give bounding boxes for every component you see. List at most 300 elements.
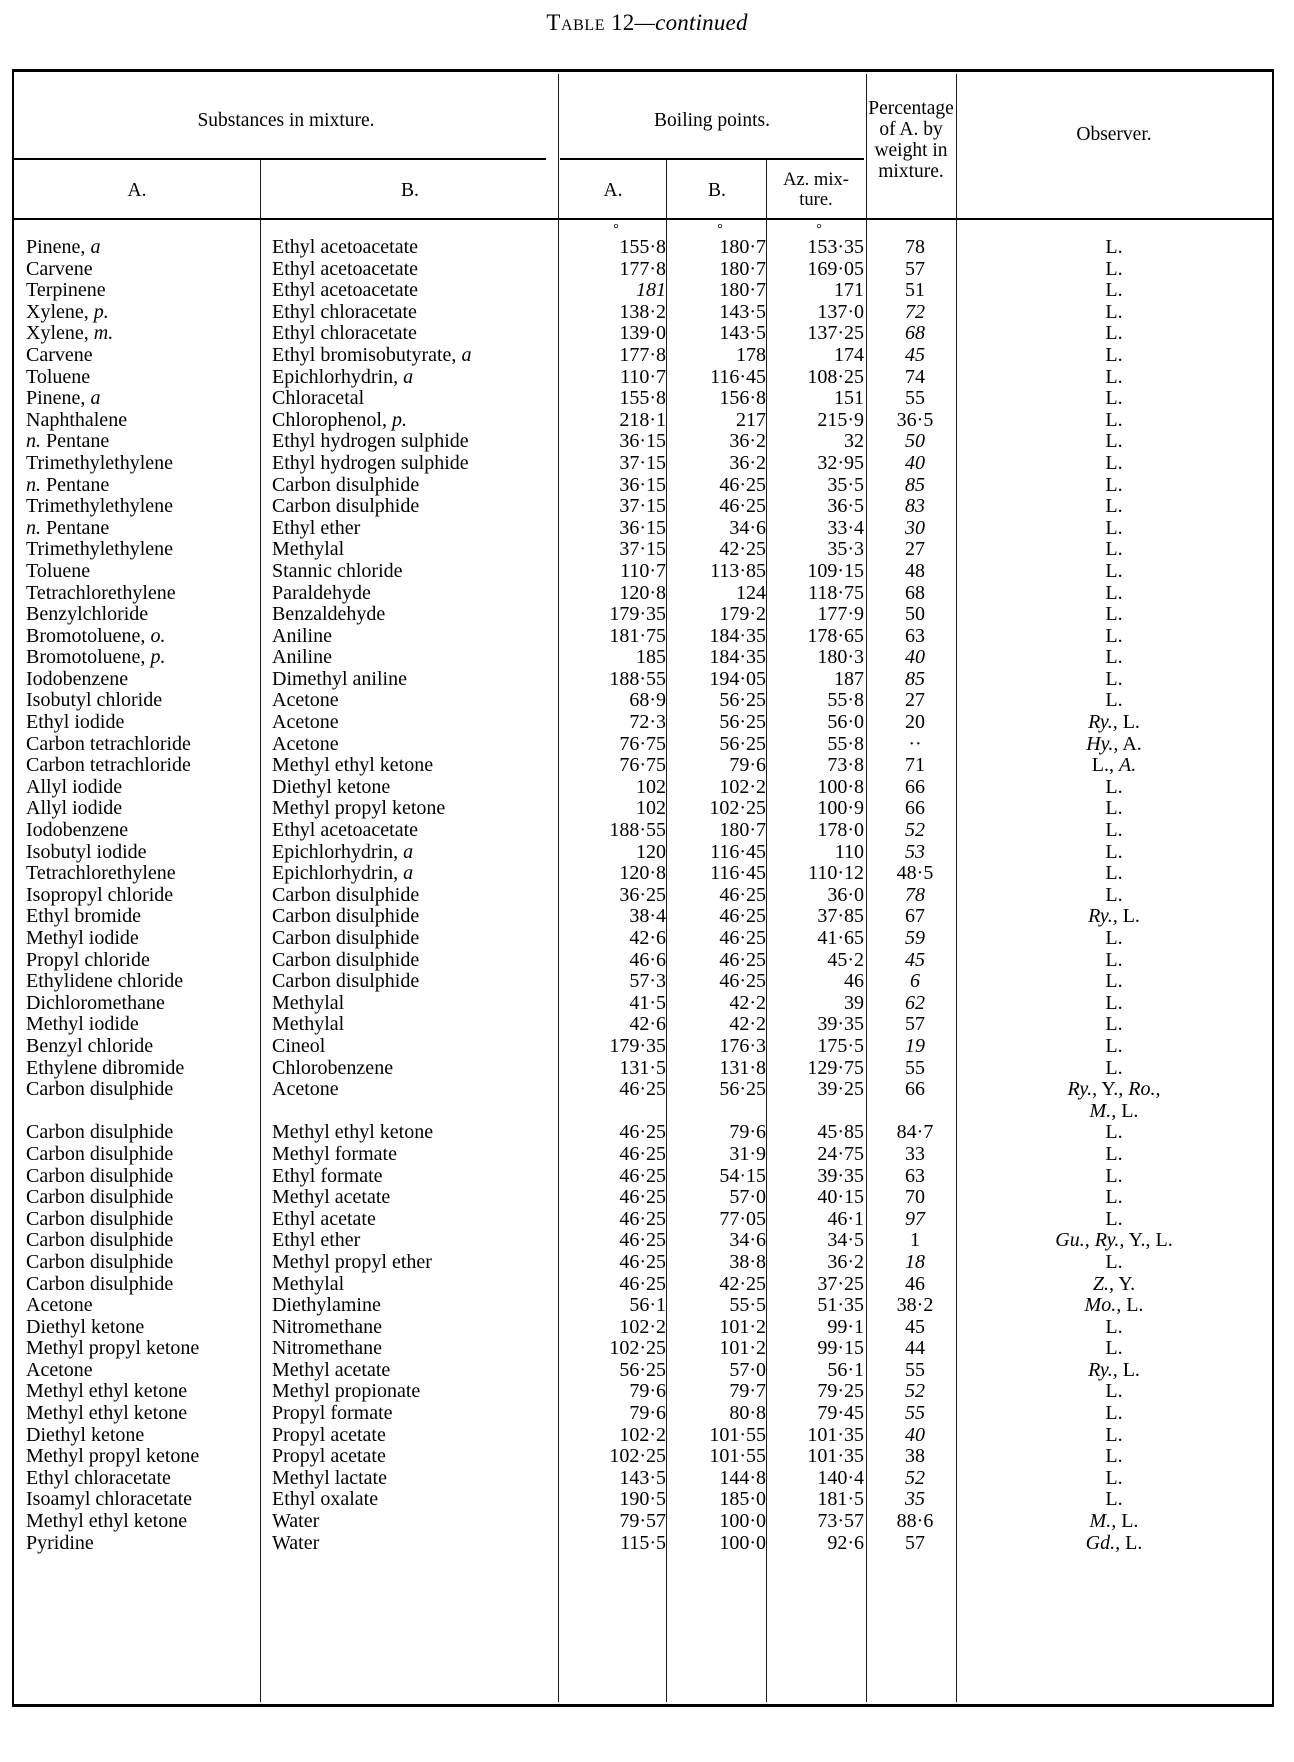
cell-boiling-point-a: 218·1 [619, 409, 666, 431]
cell-substance-a: n. Pentane [26, 474, 110, 496]
cell-boiling-point-azeotrope: 169·05 [807, 258, 864, 280]
cell-boiling-point-a: 115·5 [620, 1532, 666, 1554]
cell-boiling-point-a: 179·35 [609, 604, 666, 626]
cell-boiling-point-b: 116·45 [710, 366, 766, 388]
cell-substance-b: Methyl acetate [272, 1187, 391, 1209]
cell-boiling-point-azeotrope: 33·4 [827, 517, 864, 539]
cell-percentage-a: 78 [905, 237, 925, 258]
cell-boiling-point-a: 120·8 [619, 582, 666, 604]
table-row [14, 1468, 1272, 1490]
cell-boiling-point-b: 42·2 [729, 1014, 766, 1036]
table-row [14, 431, 1272, 453]
table-row [14, 1317, 1272, 1339]
cell-substance-b: Acetone [272, 712, 339, 734]
cell-boiling-point-a: 190·5 [619, 1489, 666, 1511]
cell-substance-b: Epichlorhydrin, a [272, 841, 414, 863]
header-percentage-line2: of A. by [879, 119, 943, 140]
cell-observer: L. [1105, 776, 1123, 798]
cell-boiling-point-azeotrope: 137·0 [817, 301, 864, 323]
cell-observer: L. [1105, 1014, 1123, 1036]
cell-substance-a: Carbon tetrachloride [26, 755, 191, 777]
cell-substance-a: Methyl propyl ketone [26, 1446, 200, 1468]
table-row [14, 1338, 1272, 1360]
table-row [14, 583, 1272, 605]
cell-percentage-a: 84·7 [896, 1122, 934, 1144]
cell-boiling-point-b: 102·2 [719, 776, 766, 798]
cell-percentage-a: 55 [905, 1403, 925, 1425]
cell-substance-b: Methyl ethyl ketone [272, 755, 434, 777]
cell-boiling-point-a: 38·4 [629, 906, 666, 928]
cell-substance-a: n. Pentane [26, 431, 110, 453]
cell-substance-b: Ethyl oxalate [272, 1489, 379, 1511]
cell-substance-b: Chlorophenol, p. [272, 409, 407, 431]
cell-percentage-a: 1 [910, 1230, 920, 1252]
table-border-right [1272, 72, 1274, 1704]
cell-substance-b: Ethyl acetoacetate [272, 280, 419, 302]
cell-boiling-point-b: 179·2 [719, 604, 766, 626]
cell-boiling-point-azeotrope: 24·75 [817, 1143, 864, 1165]
cell-boiling-point-b: 55·5 [729, 1295, 766, 1317]
cell-boiling-point-b: 176·3 [719, 1035, 766, 1057]
cell-substance-b: Methyl ethyl ketone [272, 1122, 434, 1144]
cell-boiling-point-b: 180·7 [719, 258, 766, 280]
cell-boiling-point-a: 46·25 [619, 1251, 666, 1273]
table-row [14, 1403, 1272, 1425]
cell-boiling-point-a: 177·8 [619, 258, 666, 280]
cell-boiling-point-azeotrope: 73·57 [817, 1511, 864, 1533]
cell-percentage-a: 38 [905, 1446, 925, 1468]
cell-percentage-a: 97 [905, 1208, 925, 1230]
cell-observer: L. [1105, 560, 1123, 582]
cell-substance-b: Methylal [272, 539, 345, 561]
cell-observer: L. [1105, 344, 1123, 366]
cell-boiling-point-azeotrope: 56·0 [827, 712, 864, 734]
cell-substance-b: Carbon disulphide [272, 884, 420, 906]
cell-boiling-point-azeotrope: 35·3 [827, 539, 864, 561]
table-row [14, 388, 1272, 410]
cell-substance-a: Pinene, a [26, 237, 101, 258]
cell-observer: L. [1105, 949, 1123, 971]
cell-boiling-point-a: 42·6 [629, 1014, 666, 1036]
cell-boiling-point-a: 188·55 [609, 668, 666, 690]
cell-percentage-a: 72 [905, 301, 925, 323]
cell-boiling-point-a: 102 [636, 776, 666, 798]
cell-boiling-point-a: 188·55 [609, 820, 666, 842]
cell-percentage-a: 50 [905, 431, 925, 453]
cell-boiling-point-b: 56·25 [719, 690, 766, 712]
cell-percentage-a: 83 [905, 496, 925, 518]
table-row [14, 842, 1272, 864]
cell-boiling-point-a: 79·57 [619, 1511, 666, 1533]
cell-substance-a: Benzyl chloride [26, 1035, 154, 1057]
cell-observer: L. [1105, 366, 1123, 388]
cell-boiling-point-a: 110·7 [620, 560, 666, 582]
cell-percentage-a: 45 [905, 949, 925, 971]
cell-boiling-point-a: 181·75 [609, 625, 666, 647]
cell-boiling-point-a: 76·75 [619, 733, 666, 755]
table-row [14, 1209, 1272, 1231]
cell-observer: L. [1105, 604, 1123, 626]
header-bp-azeotropic-mixture [768, 170, 864, 210]
cell-observer: L. [1105, 1251, 1123, 1273]
cell-observer: L. [1105, 1338, 1123, 1360]
cell-substance-b: Methyl propyl ether [272, 1251, 432, 1273]
cell-boiling-point-b: 79·6 [729, 1122, 766, 1144]
cell-substance-b: Methyl propyl ketone [272, 798, 446, 820]
cell-substance-a: Dichloromethane [26, 992, 165, 1014]
cell-substance-b: Methyl acetate [272, 1359, 391, 1381]
cell-boiling-point-azeotrope: 92·6 [827, 1532, 864, 1554]
cell-boiling-point-b: 113·85 [710, 560, 766, 582]
table-row [14, 1533, 1272, 1555]
cell-substance-a: n. Pentane [26, 517, 110, 539]
cell-boiling-point-azeotrope: 118·75 [808, 582, 864, 604]
cell-substance-a: Isobutyl chloride [26, 690, 163, 712]
cell-boiling-point-azeotrope: 36·2 [827, 1251, 864, 1273]
cell-substance-a: Ethyl bromide [26, 906, 141, 928]
table-row [14, 971, 1272, 993]
cell-substance-b: Methyl lactate [272, 1467, 387, 1489]
table-row [14, 690, 1272, 712]
cell-substance-a: Bromotoluene, p. [26, 647, 166, 669]
cell-observer: L. [1105, 690, 1123, 712]
cell-boiling-point-azeotrope: 39 [844, 992, 864, 1014]
cell-boiling-point-a: 155·8 [619, 388, 666, 410]
cell-boiling-point-b: 144·8 [719, 1467, 766, 1489]
cell-percentage-a: 55 [905, 1359, 925, 1381]
header-observer-column: Observer. [1076, 124, 1152, 145]
cell-boiling-point-a: 46·25 [619, 1208, 666, 1230]
cell-percentage-a: 71 [905, 755, 925, 777]
cell-boiling-point-azeotrope: 39·35 [817, 1165, 864, 1187]
cell-boiling-point-azeotrope: 34·5 [827, 1230, 864, 1252]
cell-boiling-point-a: 102·2 [619, 1316, 666, 1338]
cell-substance-b: Chloracetal [272, 388, 365, 410]
cell-percentage-a: 48·5 [896, 863, 934, 885]
cell-percentage-a: 88·6 [896, 1511, 934, 1533]
cell-percentage-a: 66 [905, 798, 925, 820]
cell-boiling-point-a: 37·15 [619, 539, 666, 561]
cell-boiling-point-b: 56·25 [719, 712, 766, 734]
cell-boiling-point-a: 102·2 [619, 1424, 666, 1446]
cell-boiling-point-b: 101·2 [719, 1338, 766, 1360]
cell-boiling-point-azeotrope: 99·1 [827, 1316, 864, 1338]
cell-observer: Ry., Y., Ro., [1067, 1079, 1161, 1101]
cell-percentage-a: 52 [905, 1381, 925, 1403]
cell-boiling-point-b: 80·8 [729, 1403, 766, 1425]
cell-substance-b: Paraldehyde [272, 582, 371, 604]
cell-boiling-point-azeotrope: 153·35 [807, 237, 864, 258]
table-row [14, 259, 1272, 281]
cell-boiling-point-b: 184·35 [709, 647, 766, 669]
table-row [14, 1230, 1272, 1252]
cell-substance-a: Propyl chloride [26, 949, 150, 971]
cell-boiling-point-azeotrope: 178·65 [807, 625, 864, 647]
table-row [14, 539, 1272, 561]
cell-substance-b: Stannic chloride [272, 560, 403, 582]
cell-boiling-point-a: 72·3 [629, 712, 666, 734]
cell-percentage-a: 67 [905, 906, 925, 928]
cell-boiling-point-a: 181 [636, 280, 666, 302]
cell-percentage-a: 45 [905, 1316, 925, 1338]
cell-observer: L. [1105, 1035, 1123, 1057]
table-row [14, 453, 1272, 475]
cell-percentage-a: 51 [905, 280, 925, 302]
table-row [14, 1425, 1272, 1447]
cell-substance-a: Tetrachlorethylene [26, 582, 176, 604]
cell-observer: L. [1105, 1165, 1123, 1187]
cell-boiling-point-a: 185 [636, 647, 666, 669]
cell-substance-b: Acetone [272, 690, 339, 712]
cell-observer: Gd., L. [1085, 1532, 1143, 1554]
cell-boiling-point-azeotrope: 137·25 [807, 323, 864, 345]
cell-substance-b: Epichlorhydrin, a [272, 863, 414, 885]
cell-boiling-point-a: 120 [636, 841, 666, 863]
table-row [14, 777, 1272, 799]
cell-boiling-point-a: 79·6 [629, 1403, 666, 1425]
cell-boiling-point-azeotrope: 101·35 [807, 1424, 864, 1446]
cell-boiling-point-azeotrope: 187 [834, 668, 864, 690]
cell-observer: L. [1105, 539, 1123, 561]
cell-observer: L. [1105, 1122, 1123, 1144]
cell-boiling-point-b: 34·6 [729, 1230, 766, 1252]
cell-observer: L. [1105, 884, 1123, 906]
cell-substance-a: Isobutyl iodide [26, 841, 147, 863]
cell-boiling-point-a: 68·9 [629, 690, 666, 712]
cell-boiling-point-b: 100·0 [719, 1532, 766, 1554]
cell-substance-b: Propyl formate [272, 1403, 393, 1425]
cell-substance-b: Carbon disulphide [272, 496, 420, 518]
cell-substance-a: Carbon tetrachloride [26, 733, 191, 755]
cell-boiling-point-a: 79·6 [629, 1381, 666, 1403]
cell-boiling-point-b: 77·05 [719, 1208, 766, 1230]
table-row [14, 302, 1272, 324]
cell-percentage-a: 30 [905, 517, 925, 539]
cell-substance-a: Pinene, a [26, 388, 101, 410]
cell-observer: L. [1105, 280, 1123, 302]
degree-icon-bp-b: ° [717, 222, 723, 237]
table-row [14, 475, 1272, 497]
cell-substance-a: Carvene [26, 344, 93, 366]
cell-boiling-point-azeotrope: 110·12 [808, 863, 864, 885]
cell-substance-b: Diethylamine [272, 1295, 381, 1317]
cell-percentage-a: 40 [905, 1424, 925, 1446]
cell-substance-b: Water [272, 1511, 320, 1533]
cell-boiling-point-b: 79·6 [729, 755, 766, 777]
cell-percentage-a: 66 [905, 1079, 925, 1101]
cell-boiling-point-a: 46·25 [619, 1079, 666, 1101]
cell-boiling-point-azeotrope: 99·15 [817, 1338, 864, 1360]
table-caption [0, 0, 1294, 36]
cell-substance-a: Toluene [26, 560, 91, 582]
cell-boiling-point-b: 101·55 [709, 1446, 766, 1468]
cell-substance-b: Carbon disulphide [272, 971, 420, 993]
caption-suffix: —continued [634, 10, 748, 35]
cell-boiling-point-b: 102·25 [709, 798, 766, 820]
cell-substance-b: Carbon disulphide [272, 906, 420, 928]
cell-observer: L. [1105, 1187, 1123, 1209]
table-header [12, 72, 1274, 220]
cell-percentage-a: 45 [905, 344, 925, 366]
table-row [14, 1511, 1272, 1533]
table-row [14, 496, 1272, 518]
cell-boiling-point-b: 46·25 [719, 884, 766, 906]
cell-substance-b: Methyl formate [272, 1143, 397, 1165]
table-row [14, 323, 1272, 345]
cell-substance-b: Benzaldehyde [272, 604, 386, 626]
cell-boiling-point-azeotrope: 109·15 [807, 560, 864, 582]
cell-observer: L. [1105, 647, 1123, 669]
cell-percentage-a: 19 [905, 1035, 925, 1057]
cell-substance-b: Ethyl ether [272, 1230, 361, 1252]
cell-observer: Ry., L. [1088, 1359, 1140, 1381]
cell-substance-b: Propyl acetate [272, 1424, 386, 1446]
table-row [14, 1274, 1272, 1296]
degree-icon-bp-a: ° [613, 222, 619, 237]
cell-substance-b: Carbon disulphide [272, 928, 420, 949]
cell-observer: Ry., L. [1088, 906, 1140, 928]
cell-boiling-point-a: 46·6 [629, 949, 666, 971]
cell-substance-a: Methyl ethyl ketone [26, 1403, 188, 1425]
cell-observer: Gu., Ry., Y., L. [1055, 1230, 1173, 1252]
cell-boiling-point-a: 76·75 [619, 755, 666, 777]
cell-boiling-point-a: 143·5 [619, 1467, 666, 1489]
cell-boiling-point-b: 178 [736, 344, 766, 366]
cell-boiling-point-a: 120·8 [619, 863, 666, 885]
cell-boiling-point-azeotrope: 174 [834, 344, 864, 366]
degree-symbol-row [14, 222, 1272, 237]
table-row [14, 237, 1272, 259]
cell-observer-line2: M., L. [1089, 1099, 1139, 1122]
cell-boiling-point-b: 42·2 [729, 992, 766, 1014]
cell-boiling-point-azeotrope: 101·35 [807, 1446, 864, 1468]
cell-substance-b: Methylal [272, 1014, 345, 1036]
cell-substance-b: Methyl propionate [272, 1381, 421, 1403]
cell-observer: L. [1105, 452, 1123, 474]
cell-percentage-a: ·· [908, 733, 922, 755]
cell-substance-a: Methyl ethyl ketone [26, 1511, 188, 1533]
cell-boiling-point-azeotrope: 39·25 [817, 1079, 864, 1101]
table-row [14, 1295, 1272, 1317]
cell-substance-a: Isoamyl chloracetate [26, 1489, 193, 1511]
cell-percentage-a: 85 [905, 668, 925, 690]
cell-substance-a: Acetone [26, 1359, 93, 1381]
cell-substance-b: Ethyl hydrogen sulphide [272, 431, 469, 453]
cell-boiling-point-b: 180·7 [719, 237, 766, 258]
cell-substance-a: Methyl iodide [26, 928, 139, 949]
cell-substance-b: Ethyl hydrogen sulphide [272, 452, 469, 474]
cell-substance-a: Iodobenzene [26, 668, 129, 690]
cell-boiling-point-b: 36·2 [729, 431, 766, 453]
cell-boiling-point-azeotrope: 32 [844, 431, 864, 453]
header-substance-a: A. [127, 180, 147, 201]
cell-percentage-a: 57 [905, 258, 925, 280]
cell-boiling-point-a: 41·5 [629, 992, 666, 1014]
cell-observer: L. [1105, 1403, 1123, 1425]
cell-observer: L. [1105, 496, 1123, 518]
cell-boiling-point-azeotrope: 129·75 [807, 1057, 864, 1079]
cell-substance-a: Carbon disulphide [26, 1122, 174, 1144]
cell-percentage-a: 40 [905, 452, 925, 474]
cell-percentage-a: 57 [905, 1532, 925, 1554]
cell-boiling-point-azeotrope: 151 [834, 388, 864, 410]
table-row [14, 1360, 1272, 1382]
cell-boiling-point-b: 46·25 [719, 474, 766, 496]
cell-boiling-point-b: 124 [736, 582, 766, 604]
table-row [14, 518, 1272, 540]
cell-percentage-a: 55 [905, 388, 925, 410]
cell-observer: L. [1105, 1208, 1123, 1230]
cell-boiling-point-a: 56·1 [629, 1295, 666, 1317]
cell-substance-a: Xylene, m. [26, 323, 114, 345]
cell-substance-a: Carbon disulphide [26, 1165, 174, 1187]
table-row [14, 1058, 1272, 1080]
cell-boiling-point-azeotrope: 110 [834, 841, 864, 863]
cell-substance-a: Carbon disulphide [26, 1079, 174, 1101]
cell-percentage-a: 46 [905, 1273, 925, 1295]
cell-boiling-point-azeotrope: 100·8 [817, 776, 864, 798]
table-row [14, 950, 1272, 972]
cell-boiling-point-b: 57·0 [729, 1187, 766, 1209]
cell-observer: L. [1105, 668, 1123, 690]
cell-boiling-point-azeotrope: 175·5 [817, 1035, 864, 1057]
cell-substance-a: Carbon disulphide [26, 1230, 174, 1252]
cell-observer: L. [1105, 258, 1123, 280]
header-bp-b: B. [708, 180, 726, 201]
cell-substance-b: Methylal [272, 1273, 345, 1295]
cell-boiling-point-azeotrope: 55·8 [827, 690, 864, 712]
cell-substance-a: Methyl propyl ketone [26, 1338, 200, 1360]
cell-boiling-point-azeotrope: 46·1 [827, 1208, 864, 1230]
cell-boiling-point-azeotrope: 56·1 [827, 1359, 864, 1381]
cell-substance-a: Carbon disulphide [26, 1143, 174, 1165]
cell-boiling-point-a: 139·0 [619, 323, 666, 345]
cell-boiling-point-a: 138·2 [619, 301, 666, 323]
table-row [14, 1166, 1272, 1188]
cell-observer: L. [1105, 798, 1123, 820]
cell-boiling-point-b: 79·7 [729, 1381, 766, 1403]
cell-boiling-point-b: 180·7 [719, 280, 766, 302]
cell-substance-b: Ethyl chloracetate [272, 301, 417, 323]
cell-boiling-point-azeotrope: 35·5 [827, 474, 864, 496]
table-row [14, 345, 1272, 367]
cell-substance-a: Xylene, p. [26, 301, 109, 323]
cell-boiling-point-b: 101·55 [709, 1424, 766, 1446]
cell-substance-a: Toluene [26, 366, 91, 388]
cell-boiling-point-b: 194·05 [709, 668, 766, 690]
cell-substance-a: Acetone [26, 1295, 93, 1317]
cell-substance-b: Acetone [272, 1079, 339, 1101]
cell-percentage-a: 52 [905, 1467, 925, 1489]
cell-boiling-point-a: 177·8 [619, 344, 666, 366]
cell-observer: L. [1105, 820, 1123, 842]
cell-boiling-point-a: 36·15 [619, 517, 666, 539]
cell-boiling-point-azeotrope: 36·5 [827, 496, 864, 518]
cell-substance-b: Ethyl acetoacetate [272, 237, 419, 258]
cell-observer: Ry., L. [1088, 712, 1140, 734]
table-row [14, 1036, 1272, 1058]
cell-boiling-point-b: 46·25 [719, 971, 766, 993]
table-row [14, 669, 1272, 691]
cell-boiling-point-a: 46·25 [619, 1230, 666, 1252]
cell-substance-a: Allyl iodide [26, 798, 123, 820]
cell-percentage-a: 44 [905, 1338, 925, 1360]
header-percentage-line4: mixture. [878, 161, 944, 182]
cell-substance-a: Naphthalene [26, 409, 128, 431]
cell-substance-a: Diethyl ketone [26, 1316, 145, 1338]
cell-substance-b: Propyl acetate [272, 1446, 386, 1468]
cell-observer: Mo., L. [1084, 1295, 1144, 1317]
